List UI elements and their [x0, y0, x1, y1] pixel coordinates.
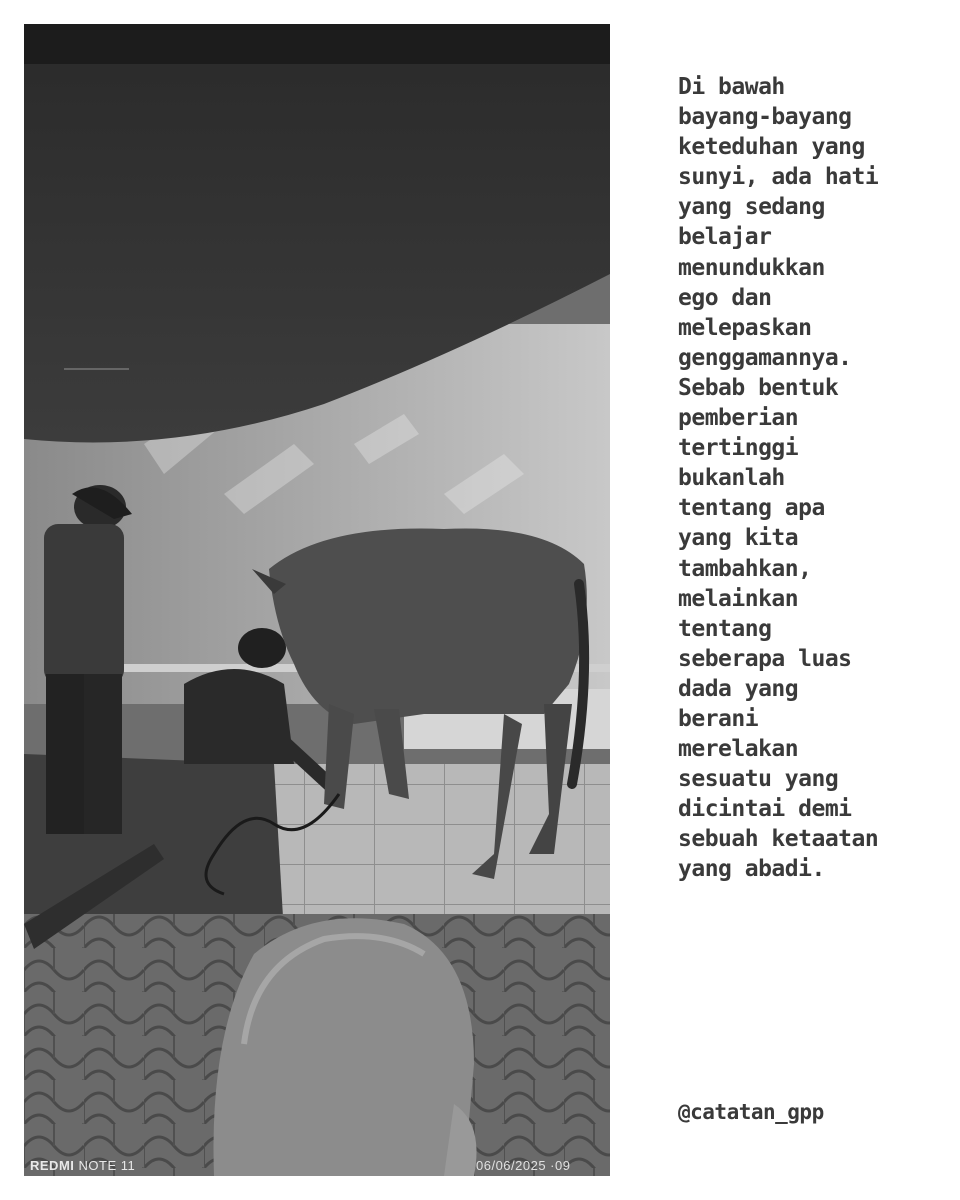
caption-line: dada yang	[678, 675, 799, 702]
caption-line: bayang-bayang	[678, 104, 852, 131]
caption-line: sesuatu yang	[678, 766, 839, 793]
camera-watermark	[30, 1158, 135, 1173]
caption-line: Di bawah	[678, 74, 785, 100]
caption-line: belajar	[678, 224, 772, 251]
caption-text	[678, 72, 938, 885]
caption-line: yang kita	[678, 525, 799, 552]
caption-line: sunyi, ada hati	[678, 164, 879, 191]
caption-line: bukanlah	[678, 465, 785, 492]
caption-line: tentang	[678, 615, 772, 642]
hijab-woman	[214, 918, 477, 1176]
photograph	[24, 24, 610, 1176]
standing-man	[44, 485, 132, 834]
caption-line: tentang apa	[678, 495, 825, 522]
caption-line: genggamannya.	[678, 344, 852, 371]
caption-line: yang abadi.	[678, 856, 825, 883]
caption-line: dicintai demi	[678, 796, 852, 823]
caption-line: Sebab bentuk	[678, 374, 839, 401]
caption-line: seberapa luas	[678, 645, 852, 672]
caption-line: melepaskan	[678, 314, 812, 341]
caption-line: ego dan	[678, 284, 772, 311]
caption-line: berani	[678, 705, 759, 732]
caption-line: tertinggi	[678, 435, 799, 462]
caption-line: pemberian	[678, 405, 799, 432]
caption-line: yang sedang	[678, 194, 825, 221]
photo-scene	[24, 24, 610, 1176]
caption-line: melainkan	[678, 585, 799, 612]
caption-line: menundukkan	[678, 254, 825, 281]
caption-line: merelakan	[678, 736, 799, 763]
caption-line: sebuah ketaatan	[678, 826, 879, 853]
caption-line: tambahkan,	[678, 555, 812, 582]
watermark-model: NOTE 11	[78, 1158, 136, 1173]
author-handle: @catatan_gpp	[678, 1100, 824, 1124]
photo-timestamp: 06/06/2025 ·09	[476, 1158, 571, 1173]
watermark-brand: REDMI	[30, 1158, 75, 1173]
caption-line: keteduhan yang	[678, 134, 865, 161]
